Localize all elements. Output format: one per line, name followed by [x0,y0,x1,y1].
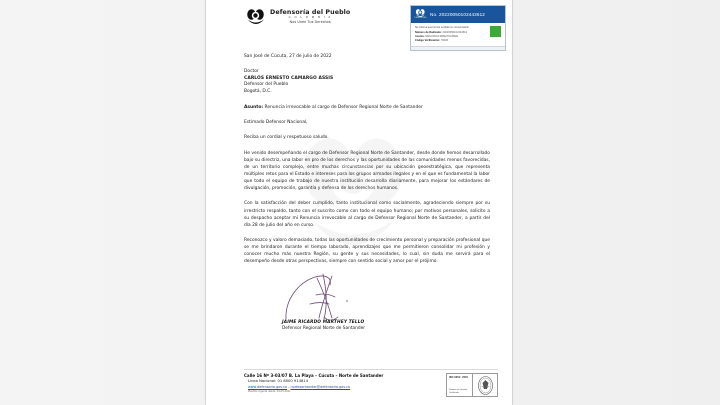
footer-links [244,385,440,390]
footer-email-link[interactable]: nortesantander@defensoria.gov.co [290,384,351,389]
footer-template-note: Plantilla vigente desde: 04-05-2021 [248,390,291,394]
stamp-intro-text: Se informa que hemos recibido su comunicación [415,26,469,29]
footer-address: Calle 16 Nª 3-03/07 B. La Playa – Cúcuta – Norte de Santander [244,373,384,378]
certification-badge [446,373,498,397]
body-paragraph: Reconozco y valoro demasiado, todas las oportunidades de crecimiento personal y preparación profesional que se me brindaron durante el tiempo laborado, aprendizajes que me permitieron consolidar mi profesión y conocer mucho más nuestra Región, su gente y sus necesidades, lo cual, sin duda me servirá para el desempeño desde otras perspectivas, siempre con sentido social y amor por el prójimo. [244,237,490,265]
organization-logo [246,9,350,26]
subject-text: Renuncia irrevocable al cargo de Defensor Regional Norte de Santander [264,105,423,111]
body-paragraph: He venido desempeñando el cargo de Defensor Regional Norte de Santander, desde donde hemos desarrollado bajo su directriz, una labor en pro de los derechos y las oportunidades de las comunidades menos favorecidas, de un territorio complejo, entre muchas circunstancias por su ubicación geoestratégica, que representa múltiples retos para el Estado e intereses para los grupos armados ilegales y en el que es fundamental la labor que todo el equipo de trabajo de nuestra institución desarrolla diariamente, para mejorar los estándares de divulgación, promoción, garantía y defensa de los derechos humanos. [244,150,490,192]
stamp-row-label: Número de Radicado: [415,30,442,34]
organization-slogan: Nos Unen Tus Derechos [289,20,331,25]
stamp-status-badge [490,26,501,37]
letter-footer [206,369,512,397]
body-paragraph: Con la satisfacción del deber cumplido, tanto institucional como socialmente, agradeciendo siempre por su irrestricto respaldo, tanto con el suscrito como con todo el equipo humano; por motivos personales, solicito a su despacho aceptar mi Renuncia irrevocable al cargo de Defensor Regional Norte de Santander, a partir del día 28 de julio del año en curso. [244,201,490,228]
addressee-title: Doctor [244,68,259,74]
letterhead [206,0,512,52]
certification-seal-icon [473,374,497,396]
organization-country: C O L O M B I A [288,16,332,20]
addressee-name: CARLOS ERNESTO CAMARGO ASSIS [244,75,334,81]
stamp-row-value: RENUNCIA IRREVOCABLE [425,34,459,38]
stamp-row-label: Código Verificación: [415,38,441,42]
stamp-logo-caption: DEFENSORÍA [414,17,427,20]
certification-iso-label: ISO 9001: 2015 [449,375,469,379]
signer-name: JAIME RICARDO MARTHEY TELLO [282,319,365,325]
letter-body [206,54,512,333]
subject-label: Asunto: [244,105,264,111]
signature-block [244,277,490,333]
organization-name: Defensoría del Pueblo [270,9,351,17]
signer-role: Defensor Regional Norte de Santander [282,326,366,332]
handwritten-signature-icon [280,273,390,325]
radicado-stamp [410,5,506,51]
certification-subtitle-1: Sistema de Gestión [449,389,468,392]
stamp-row [415,39,502,43]
footer-link-separator: - [288,384,290,389]
defensoria-emblem-white-icon [414,8,427,21]
footer-divider [244,369,498,370]
stamp-header [411,6,505,23]
footer-phone: Línea Nacional: 01 8000 914814 [248,379,308,383]
salutation: Reciba un cordial y respetuoso saludo. [244,134,329,140]
stamp-row-value: 79036 [440,38,449,42]
addressee-city: Bogotá, D.C. [244,89,272,95]
addressee-role: Defensor del Pueblo [244,82,289,88]
stamp-row-label: Asunto: [415,34,425,38]
addressee-block [244,69,490,96]
stamp-row-value: 20220050102443612 [442,30,468,34]
document-page [206,0,512,405]
stamp-number: No. 20220050102443612 [430,12,486,17]
certification-subtitle-2: Certificado [449,391,459,394]
greeting: Estimado Defensor Nacional, [244,119,308,125]
letter-date: San José de Cúcuta, 27 de julio de 2022 [244,54,332,59]
subject-line [244,105,490,112]
defensoria-emblem-icon [246,9,266,26]
stamp-footer-bar [411,46,505,50]
footer-website-link[interactable]: www.defensoria.gov.co [248,384,288,389]
